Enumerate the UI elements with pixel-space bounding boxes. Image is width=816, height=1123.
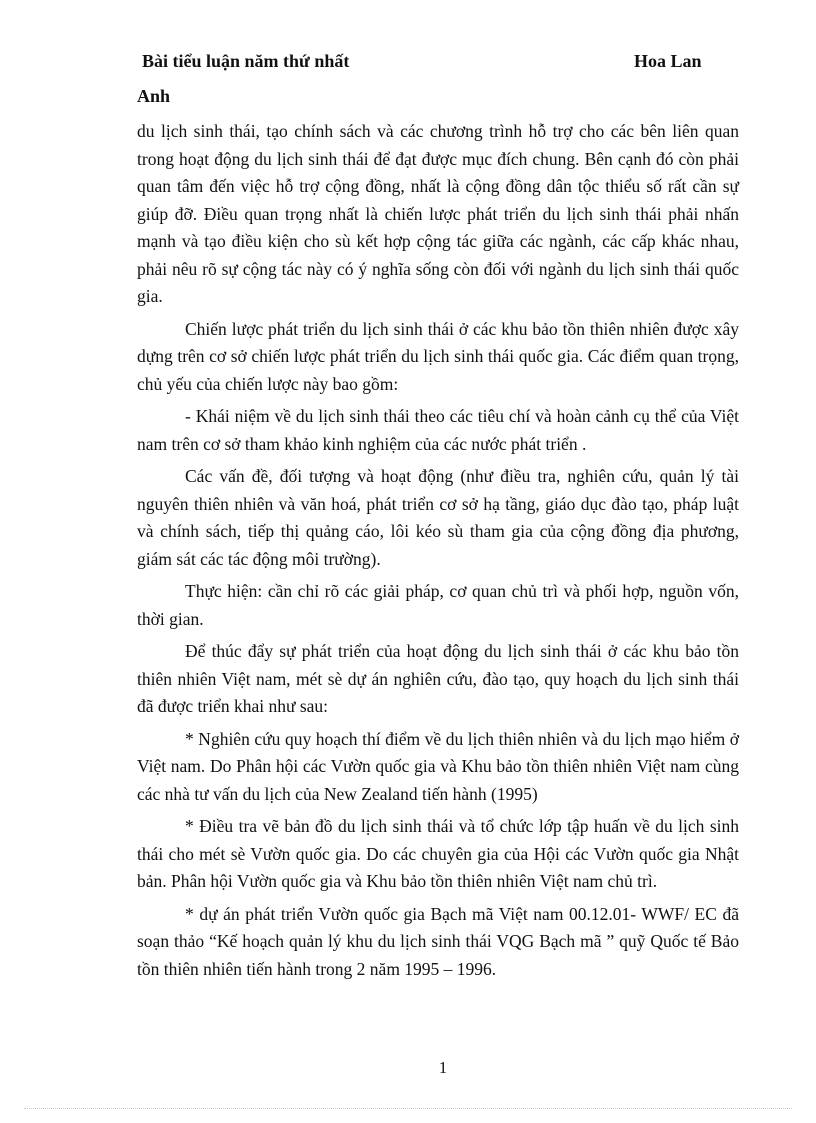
paragraph: Chiến lược phát triển du lịch sinh thái ở các khu bảo tồn thiên nhiên được xây dựng trên cơ sở chiến lược phát triển du lịch sinh thái quốc gia. Các điểm quan trọng, chủ yếu của chiến lược này bao gồm: (137, 318, 739, 394)
header-author: Hoa Lan (634, 51, 702, 71)
paragraph: * Nghiên cứu quy hoạch thí điểm về du lịch thiên nhiên và du lịch mạo hiểm ở Việt nam. Do Phân hội các Vườn quốc gia và Khu bảo tồn thiên nhiên Việt nam cùng các nhà tư vấn du lịch của New Zealand tiến hành (1995) (137, 728, 739, 804)
header-author-continued: Anh (137, 86, 171, 106)
paragraph: * dự án phát triển Vườn quốc gia Bạch mã Việt nam 00.12.01- WWF/ EC đã soạn thảo “Kế hoạch quản lý khu du lịch sinh thái VQG Bạch mã ” quỹ Quốc tế Bảo tồn thiên nhiên tiến hành trong 2 năm 1995 – 1996. (137, 903, 739, 979)
paragraph: du lịch sinh thái, tạo chính sách và các chương trình hỗ trợ cho các bên liên quan trong hoạt động du lịch sinh thái để đạt được mục đích chung. Bên cạnh đó còn phải quan tâm đến việc hỗ trợ cộng đồng, nhất là cộng đồng dân tộc thiểu số rất cần sự giúp đỡ. Điều quan trọng nhất là chiến lược phát triển du lịch sinh thái phải nhấn mạnh và tạo điều kiện cho sù kết hợp cộng tác giữa các ngành, các cấp khác nhau, phải nêu rõ sự cộng tác này có ý nghĩa sống còn đối với ngành du lịch sinh thái quốc gia. (137, 121, 739, 306)
page-number: 1 (438, 1058, 448, 1077)
paragraph: - Khái niệm về du lịch sinh thái theo các tiêu chí và hoàn cảnh cụ thể của Việt nam trên cơ sở tham khảo kinh nghiệm của các nước phát triển . (137, 406, 739, 454)
body-text (137, 118, 739, 988)
page-break-divider (24, 1108, 792, 1109)
paragraph: Thực hiện: cần chỉ rõ các giải pháp, cơ quan chủ trì và phối hợp, nguồn vốn, thời gian. (137, 581, 739, 629)
paragraph: Các vấn đề, đối tượng và hoạt động (như điều tra, nghiên cứu, quản lý tài nguyên thiên nhiên và văn hoá, phát triển cơ sở hạ tầng, giáo dục đào tạo, pháp luật và chính sách, tiếp thị quảng cáo, lôi kéo sù tham gia của cộng đồng địa phương, giám sát các tác động môi trường). (137, 466, 739, 569)
paragraph: * Điều tra vẽ bản đồ du lịch sinh thái và tổ chức lớp tập huấn về du lịch sinh thái cho mét sè Vườn quốc gia. Do các chuyên gia của Hội các Vườn quốc gia Nhật bản. Phân hội Vườn quốc gia và Khu bảo tồn thiên nhiên Việt nam chủ trì. (137, 816, 739, 891)
header-title: Bài tiểu luận năm thứ nhất (142, 51, 350, 71)
paragraph: Để thúc đẩy sự phát triển của hoạt động du lịch sinh thái ở các khu bảo tồn thiên nhiên Việt nam, mét sè dự án nghiên cứu, đào tạo, quy hoạch du lịch sinh thái đã được triển khai như sau: (137, 641, 739, 716)
